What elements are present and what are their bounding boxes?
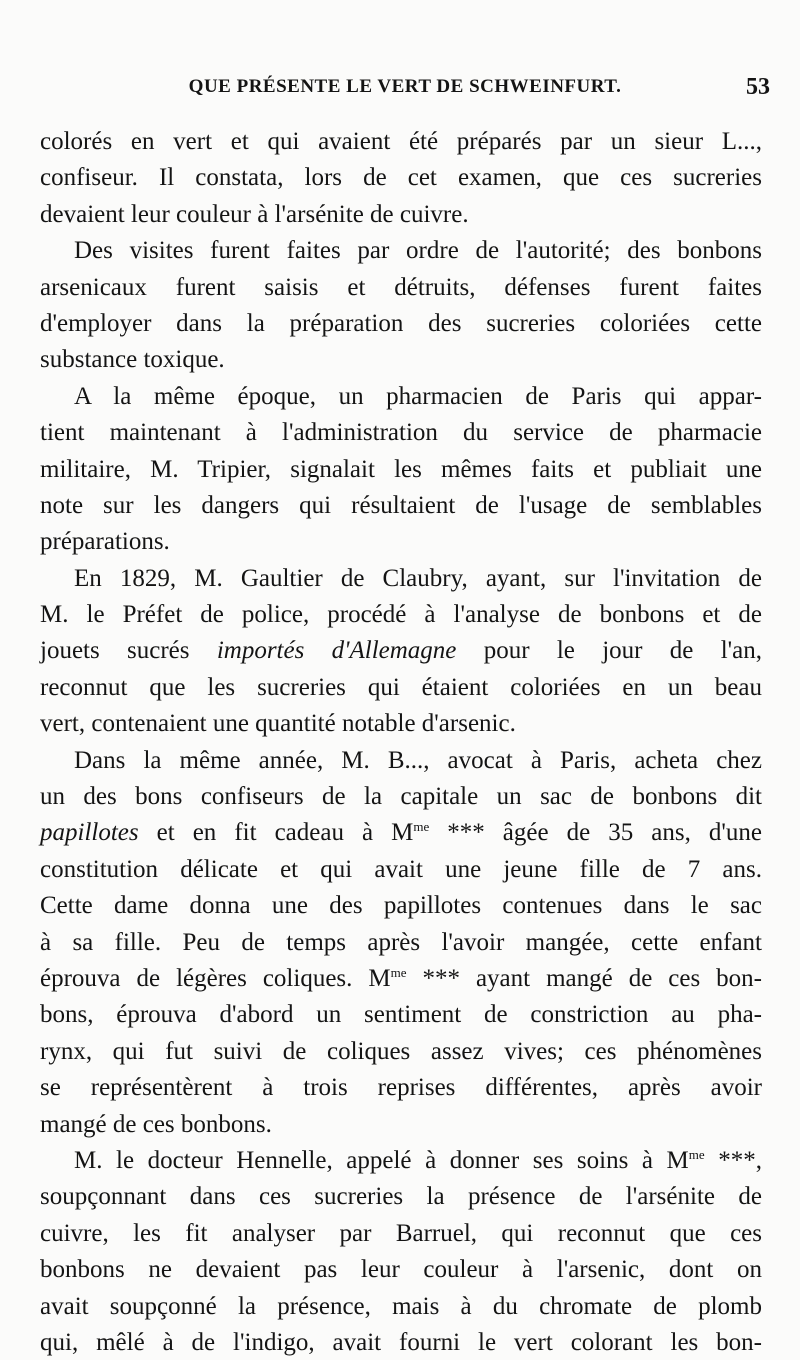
paragraph-first-line: A la même époque, un pharmacien de Paris qui appar- <box>74 382 762 410</box>
text-line <box>40 633 762 669</box>
text-body <box>40 124 762 1361</box>
text-line: rynx, qui fut suivi de coliques assez vives; ces phénomènes <box>40 1037 762 1065</box>
text-line: reconnut que les sucreries qui étaient coloriées en un beau <box>40 673 762 701</box>
text-line: militaire, M. Tripier, signalait les mêmes faits et publiait une <box>40 455 762 483</box>
text-line <box>40 815 762 851</box>
text-line: avait soupçonné la présence, mais à du chromate de plomb <box>40 1292 762 1320</box>
text-line: mangé de ces bonbons. <box>40 1110 272 1138</box>
text-segment: M. le docteur Hennelle, appelé à donner ses soins à M <box>74 1146 689 1174</box>
text-segment: jouets sucrés <box>40 637 217 665</box>
text-line: arsenicaux furent saisis et détruits, défenses furent faites <box>40 273 762 301</box>
italic-phrase: papillotes <box>40 819 139 847</box>
text-segment: pour le jour de l'an, <box>456 637 762 665</box>
paragraph-first-line: Dans la même année, M. B..., avocat à Paris, acheta chez <box>74 746 762 774</box>
superscript: me <box>390 964 407 980</box>
text-segment: *** ayant mangé de ces bon- <box>406 964 762 992</box>
text-segment: éprouva de légères coliques. M <box>40 964 391 992</box>
text-line: qui, mêlé à de l'indigo, avait fourni le vert colorant les bon- <box>40 1328 762 1356</box>
text-line: colorés en vert et qui avaient été préparés par un sieur L..., <box>40 128 762 155</box>
text-line: soupçonnant dans ces sucreries la présence de l'arsénite de <box>40 1183 762 1211</box>
superscript: me <box>413 819 430 835</box>
superscript: me <box>688 1146 705 1162</box>
text-line: d'employer dans la préparation des sucreries coloriées cette <box>40 309 762 337</box>
text-line: note sur les dangers qui résultaient de l'usage de semblables <box>40 491 762 519</box>
text-line: devaient leur couleur à l'arsénite de cuivre. <box>40 200 469 228</box>
text-line: cuivre, les fit analyser par Barruel, qui reconnut que ces <box>40 1219 762 1247</box>
text-line: tient maintenant à l'administration du service de pharmacie <box>40 419 762 447</box>
text-segment: ***, <box>704 1146 762 1174</box>
text-line: constitution délicate et qui avait une jeune fille de 7 ans. <box>40 855 762 883</box>
paragraph-first-line: En 1829, M. Gaultier de Claubry, ayant, sur l'invitation de <box>74 564 762 592</box>
text-segment: et en fit cadeau à M <box>138 819 414 847</box>
text-line <box>40 961 762 997</box>
text-line: un des bons confiseurs de la capitale un sac de bonbons dit <box>40 783 762 811</box>
text-line: M. le Préfet de police, procédé à l'analyse de bonbons et de <box>40 601 762 629</box>
text-line: se représentèrent à trois reprises différentes, après avoir <box>40 1074 762 1102</box>
text-line: Cette dame donna une des papillotes contenues dans le sac <box>40 892 762 920</box>
page-number: 53 <box>746 74 770 100</box>
paragraph-first-line: Des visites furent faites par ordre de l'autorité; des bonbons <box>74 237 762 265</box>
text-line: bons, éprouva d'abord un sentiment de constriction au pha- <box>40 1001 762 1029</box>
text-line: confiseur. Il constata, lors de cet examen, que ces sucreries <box>40 164 762 192</box>
text-line: bonbons ne devaient pas leur couleur à l'arsenic, dont on <box>40 1256 762 1284</box>
running-title: QUE PRÉSENTE LE VERT DE SCHWEINFURT. <box>188 76 622 97</box>
text-segment: *** âgée de 35 ans, d'une <box>429 819 762 847</box>
text-line: à sa fille. Peu de temps après l'avoir mangée, cette enfant <box>40 928 762 956</box>
paragraph-first-line <box>40 1143 762 1179</box>
running-head <box>40 76 770 106</box>
text-line: vert, contenaient une quantité notable d'arsenic. <box>40 710 516 738</box>
text-line: substance toxique. <box>40 346 225 374</box>
italic-phrase: importés d'Allemagne <box>216 637 457 665</box>
text-line: préparations. <box>40 528 170 556</box>
